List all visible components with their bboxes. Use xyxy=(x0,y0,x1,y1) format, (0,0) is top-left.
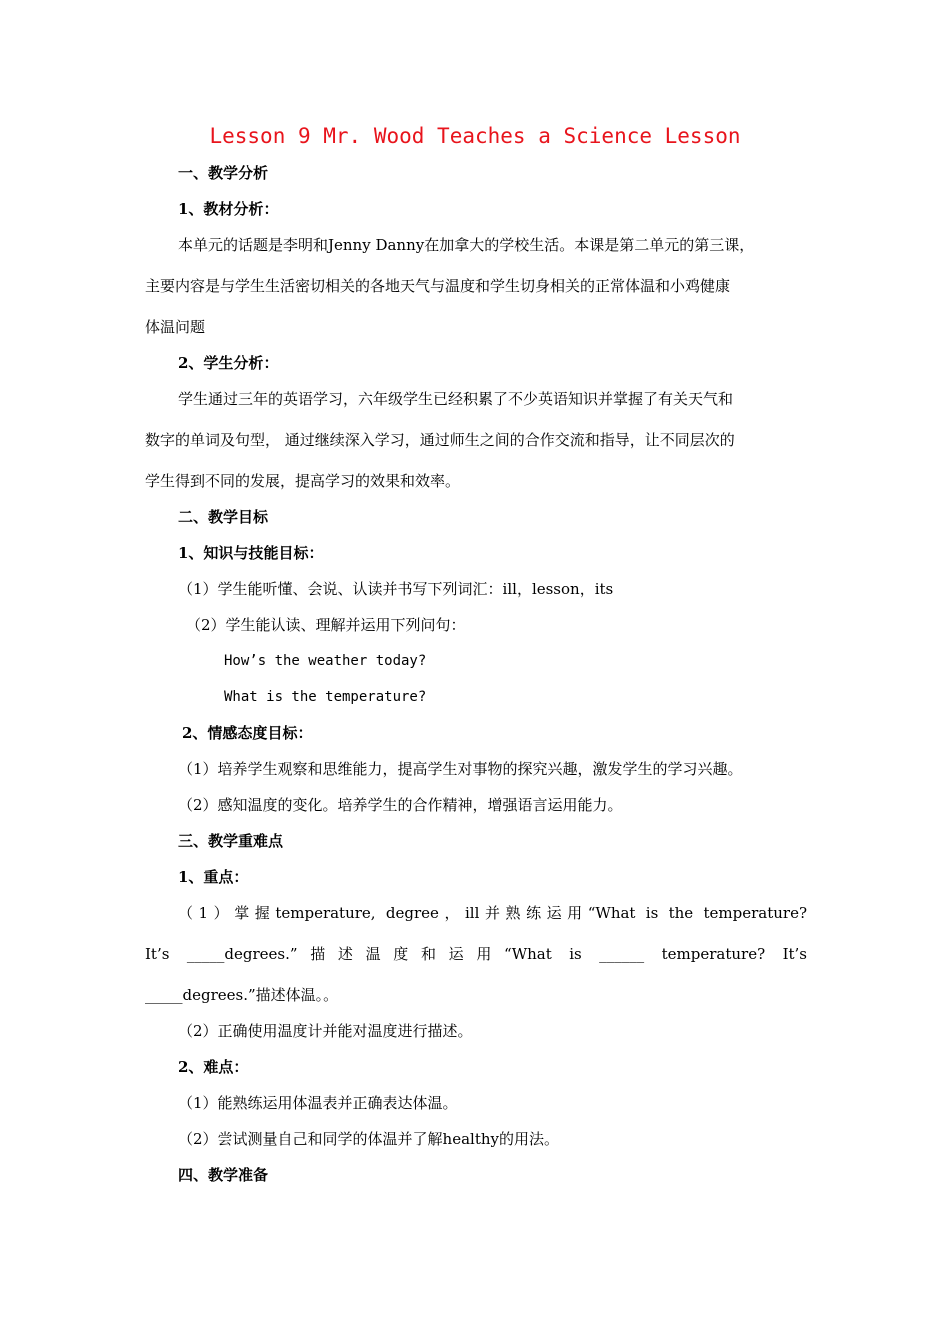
paragraph-line: 学生得到不同的发展，提高学习的效果和效率。 xyxy=(145,472,461,490)
subheading-textbook-analysis: 1、教材分析： xyxy=(178,200,279,218)
section-heading-analysis: 一、教学分析 xyxy=(178,164,269,182)
difficulty-item: （2）尝试测量自己和同学的体温并了解healthy的用法。 xyxy=(178,1130,559,1148)
subheading-key-points: 1、重点： xyxy=(178,868,249,886)
section-heading-preparation: 四、教学准备 xyxy=(178,1166,269,1184)
document-title: Lesson 9 Mr. Wood Teaches a Science Lesson xyxy=(209,124,741,148)
subheading-student-analysis: 2、学生分析： xyxy=(178,354,279,372)
key-point-item: （2）正确使用温度计并能对温度进行描述。 xyxy=(178,1022,473,1040)
goal-item: （2）感知温度的变化。培养学生的合作精神，增强语言运用能力。 xyxy=(178,796,623,814)
question-sentence: What is the temperature? xyxy=(224,689,427,705)
subheading-difficulties: 2、难点： xyxy=(178,1058,249,1076)
subheading-emotional-goals: 2、情感态度目标： xyxy=(182,724,313,742)
section-heading-key-points: 三、教学重难点 xyxy=(178,832,284,850)
paragraph-line: 主要内容是与学生生活密切相关的各地天气与温度和学生切身相关的正常体温和小鸡健康 xyxy=(145,277,731,295)
paragraph-line: 体温问题 xyxy=(145,318,206,336)
paragraph-line: 本单元的话题是李明和Jenny Danny在加拿大的学校生活。本课是第二单元的第三课， xyxy=(178,236,755,254)
subheading-knowledge-goals: 1、知识与技能目标： xyxy=(178,544,324,562)
question-sentence: How’s the weather today? xyxy=(224,653,427,669)
difficulty-item: （1）能熟练运用体温表并正确表达体温。 xyxy=(178,1094,458,1112)
section-heading-goals: 二、教学目标 xyxy=(178,508,269,526)
paragraph-line: （1）掌握temperature, degree，ill并熟练运用“What is the temperature? xyxy=(178,904,807,922)
goal-item: （1）培养学生观察和思维能力，提高学生对事物的探究兴趣，激发学生的学习兴趣。 xyxy=(178,760,743,778)
paragraph-line: It’s _____degrees.”描述温度和运用“What is ______ temperature? It’s xyxy=(145,945,807,963)
paragraph-line: 数字的单词及句型， 通过继续深入学习，通过师生之间的合作交流和指导，让不同层次的 xyxy=(145,431,735,449)
paragraph-line: 学生通过三年的英语学习，六年级学生已经积累了不少英语知识并掌握了有关天气和 xyxy=(178,390,734,408)
goal-item: （1）学生能听懂、会说、认读并书写下列词汇：ill，lesson，its xyxy=(178,580,614,598)
paragraph-line: _____degrees.”描述体温。。 xyxy=(145,986,339,1004)
goal-item: （2）学生能认读、理解并运用下列问句： xyxy=(186,616,466,634)
